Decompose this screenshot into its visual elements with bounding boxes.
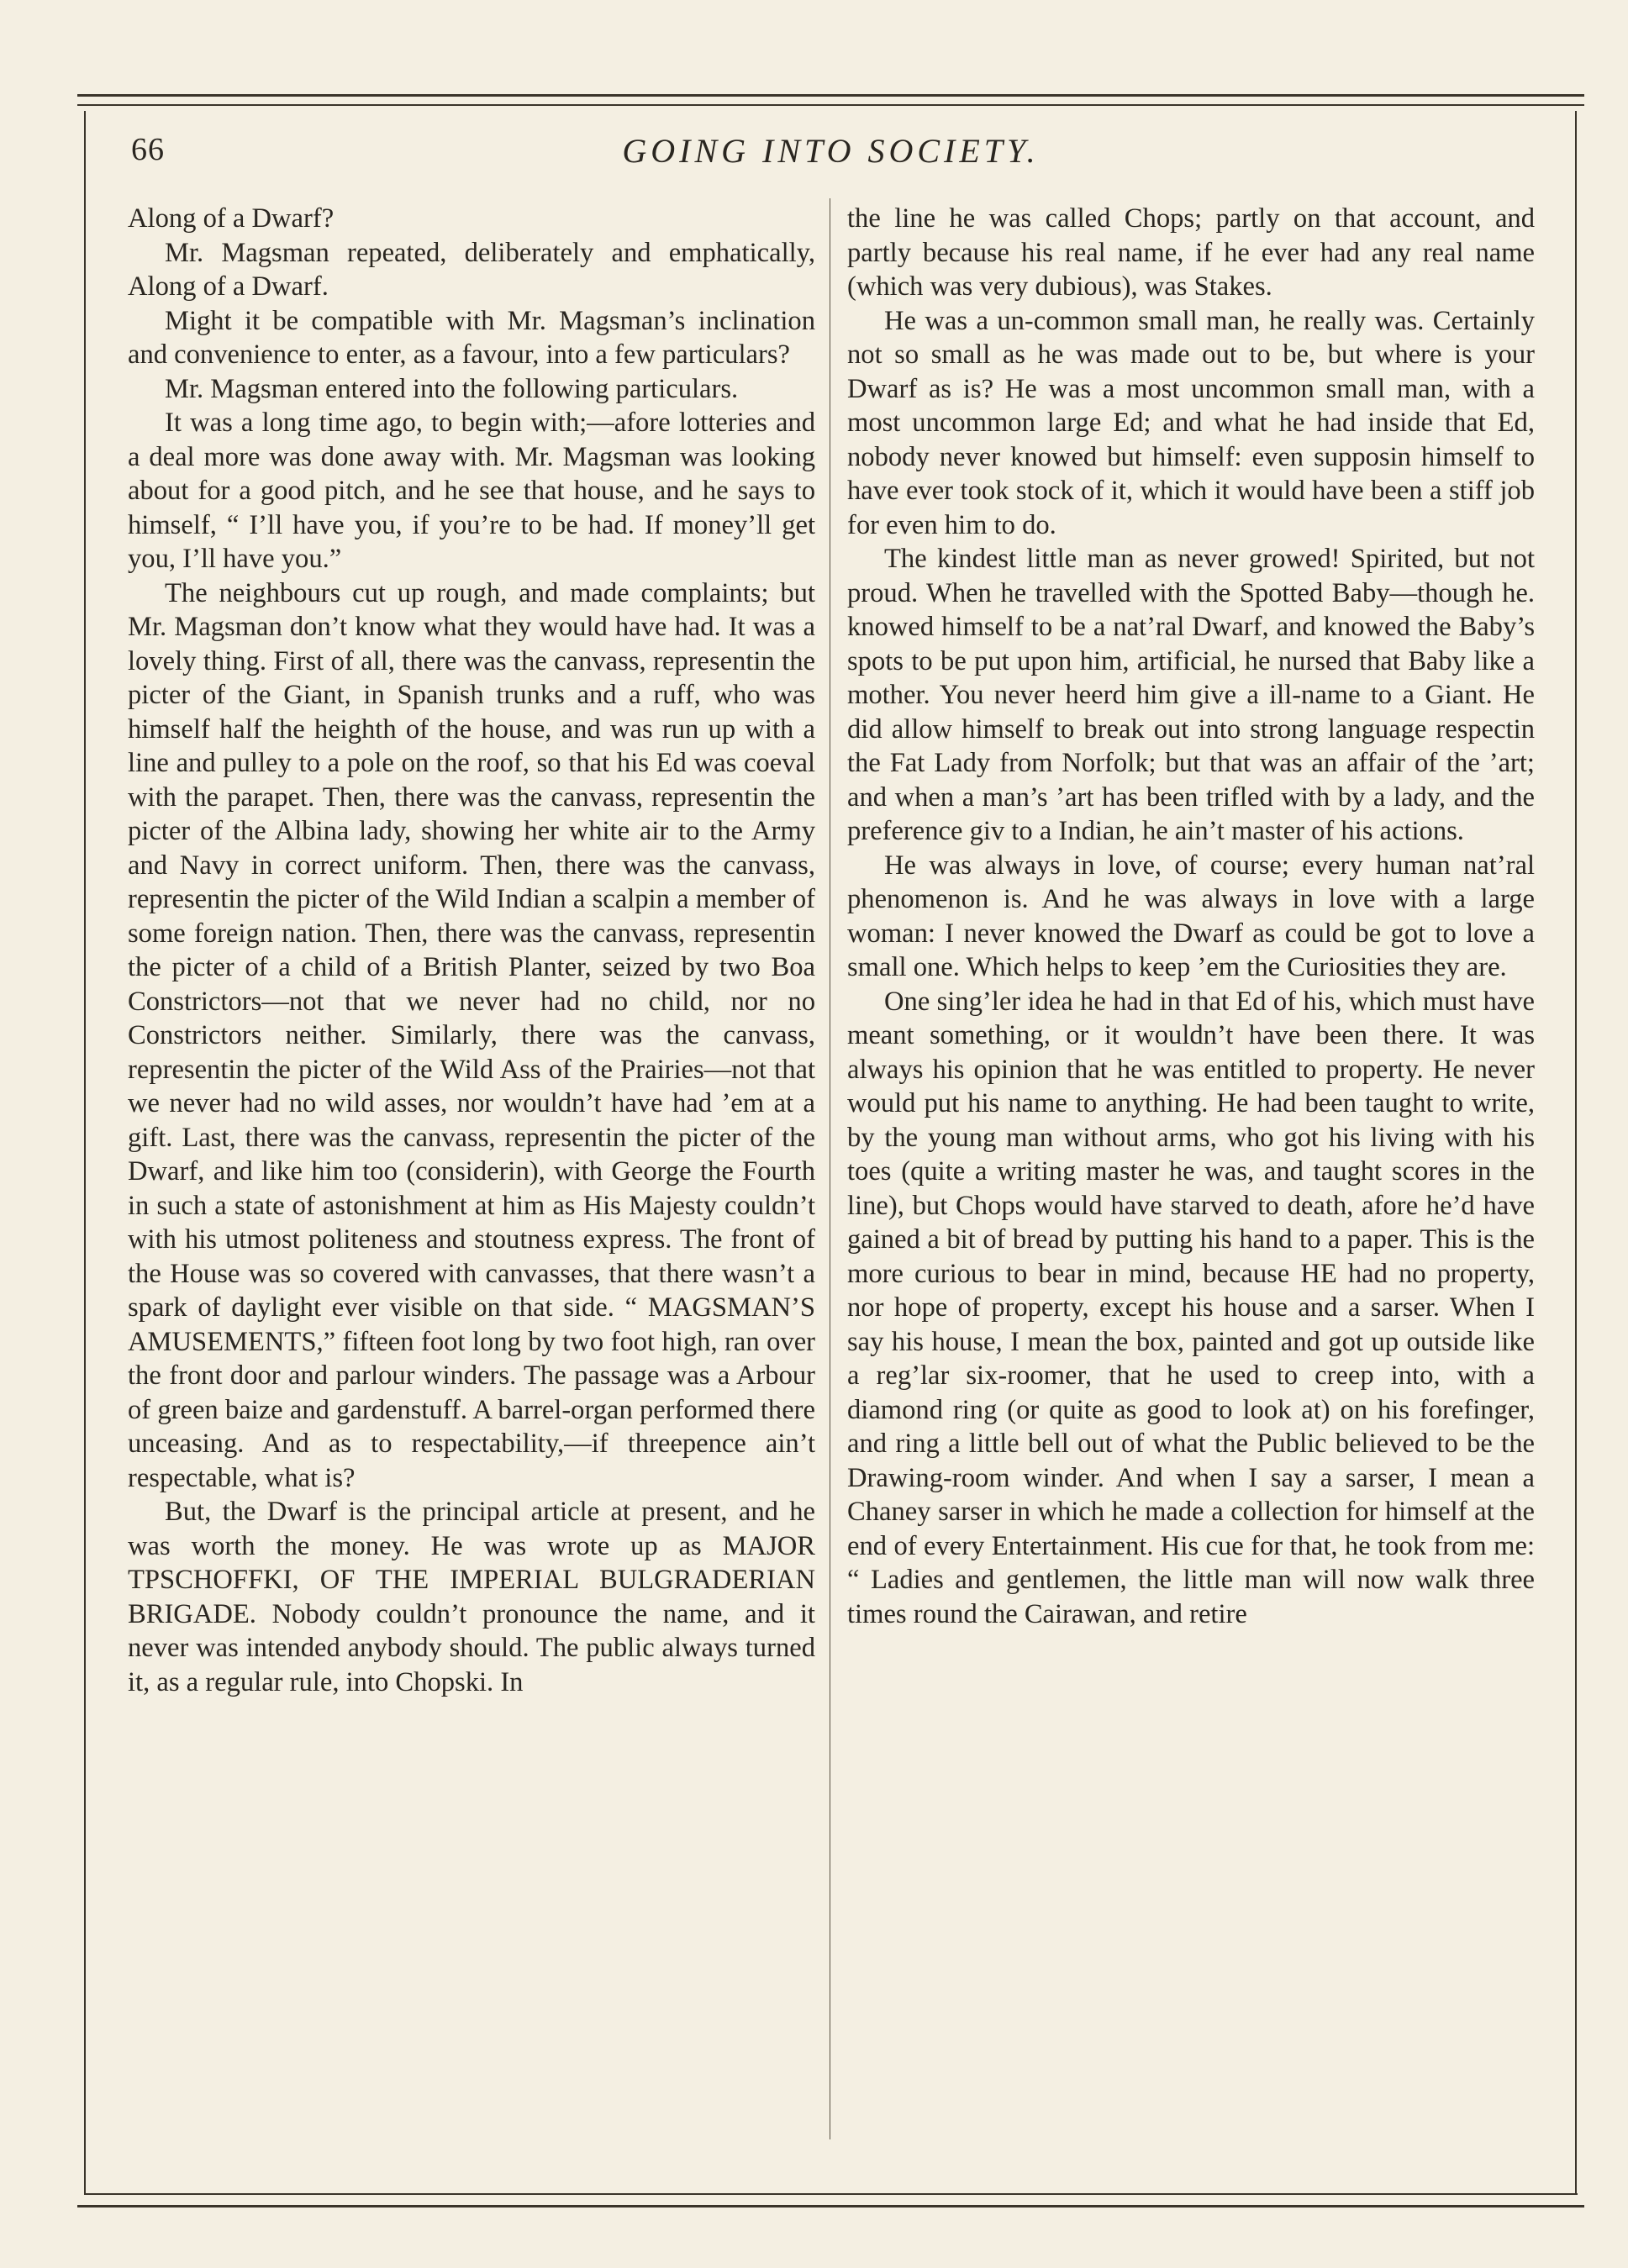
bottom-double-rule-outer bbox=[77, 2205, 1584, 2207]
top-double-rule-outer bbox=[77, 94, 1584, 97]
paragraph: It was a long time ago, to begin with;—afore lotteries and a deal more was done away with. Mr. Magsman was looking about for a good pitch, and he see that house, and he says to himself, “ I’ll have you, if you’re to be had. If money’ll get you, I’ll have you.” bbox=[128, 408, 815, 574]
paragraph: One sing’ler idea he had in that Ed of his, which must have meant something, or it wouldn’t have been there. It was always his opinion that he was entitled to property. He never would put his name to anything. He had been taught to write, by the young man without arms, who got his living with his toes (quite a writing master he was, and taught scores in the line), but Chops would have starved to death, afore he’d have gained a bit of bread by putting his hand to a paper. This is the more curious to bear in mind, because HE had no property, nor hope of property, except his house and a sarser. When I say his house, I mean the box, painted and got up outside like a reg’lar six-roomer, that he used to creep into, with a diamond ring (or quite as good to look at) on his forefinger, and ring a little bell out of what the Public believed to be the Drawing-room winder. And when I say a sarser, I mean a Chaney sarser in which he made a collection for himself at the end of every Entertainment. His cue for that, he took from me: “ Ladies and gentlemen, the little man will now walk three times round the Cairawan, and retire bbox=[847, 986, 1535, 1629]
bottom-double-rule-inner bbox=[84, 2193, 1578, 2195]
left-column bbox=[128, 202, 815, 1699]
page-header bbox=[126, 126, 1536, 176]
paragraph: Along of a Dwarf? bbox=[128, 203, 335, 234]
paragraph: Mr. Magsman entered into the following particulars. bbox=[165, 373, 739, 404]
paragraph: The neighbours cut up rough, and made complaints; but Mr. Magsman don’t know what they would have had. It was a lovely thing. First of all, there was the canvass, representin the picter of the Giant, in Spanish trunks and a ruff, who was himself half the heighth of the house, and was run up with a line and pulley to a pole on the roof, so that his Ed was coeval with the parapet. Then, there was the canvass, representin the picter of the Albina lady, showing her white air to the Army and Navy in correct uniform. Then, there was the canvass, representin the picter of the Wild Indian a scalpin a member of some foreign nation. Then, there was the canvass, representin the picter of a child of a British Planter, seized by two Boa Constrictors—not that we never had no child, nor no Constrictors neither. Similarly, there was the canvass, representin the picter of the Wild Ass of the Prairies—not that we never had no wild asses, nor wouldn’t have had ’em at a gift. Last, there was the canvass, representin the picter of the Dwarf, and like him too (considerin), with George the Fourth in such a state of astonishment at him as His Majesty couldn’t with his utmost politeness and stoutness express. The front of the House was so covered with canvasses, that there wasn’t a spark of daylight ever visible on that side. “ MAGSMAN’S AMUSEMENTS,” fifteen foot long by two foot high, ran over the front door and parlour winders. The passage was a Arbour of green baize and gardenstuff. A barrel-organ performed there unceasing. And as to respectability,—if threepence ain’t respectable, what is? bbox=[128, 577, 815, 1493]
running-title: GOING INTO SOCIETY. bbox=[622, 132, 1040, 170]
paragraph: Mr. Magsman repeated, deliberately and emphatically, Along of a Dwarf. bbox=[128, 237, 815, 302]
top-double-rule-inner bbox=[77, 104, 1584, 106]
paragraph: Might it be compatible with Mr. Magsman’s inclination and convenience to enter, as a favour, into a few particulars? bbox=[128, 305, 815, 370]
paragraph: the line he was called Chops; partly on that account, and partly because his real name, if he ever had any real name (which was very dubious), was Stakes. bbox=[847, 203, 1535, 302]
paragraph: He was always in love, of course; every human nat’ral phenomenon is. And he was always in love with a large woman: I never knowed the Dwarf as could be got to love a small one. Which helps to keep ’em the Curiosities they are. bbox=[847, 850, 1535, 982]
paragraph: The kindest little man as never growed! Spirited, but not proud. When he travelled with the Spotted Baby—though he. knowed himself to be a nat’ral Dwarf, and knowed the Baby’s spots to be put upon him, artificial, he nursed that Baby like a mother. You never heerd him give a ill-name to a Giant. He did allow himself to break out into strong language respectin the Fat Lady from Norfolk; but that was an affair of the ’art; and when a man’s ’art has been trifled with by a lady, and the preference giv to a Indian, he ain’t master of his actions. bbox=[847, 544, 1535, 846]
right-column bbox=[847, 202, 1535, 1631]
paragraph: He was a un-common small man, he really was. Certainly not so small as he was made out to be, but where is your Dwarf as is? He was a most uncommon small man, with a most uncommon large Ed; and what he had inside that Ed, nobody never knowed but himself: even supposin himself to have ever took stock of it, which it would have been a stiff job for even him to do. bbox=[847, 305, 1535, 540]
paragraph: But, the Dwarf is the principal article at present, and he was worth the money. He was wrote up as MAJOR TPSCHOFFKI, OF THE IMPERIAL BULGRADERIAN BRIGADE. Nobody couldn’t pronounce the name, and it never was intended anybody should. The public always turned it, as a regular rule, into Chopski. In bbox=[128, 1497, 815, 1697]
page-number: 66 bbox=[131, 132, 165, 167]
